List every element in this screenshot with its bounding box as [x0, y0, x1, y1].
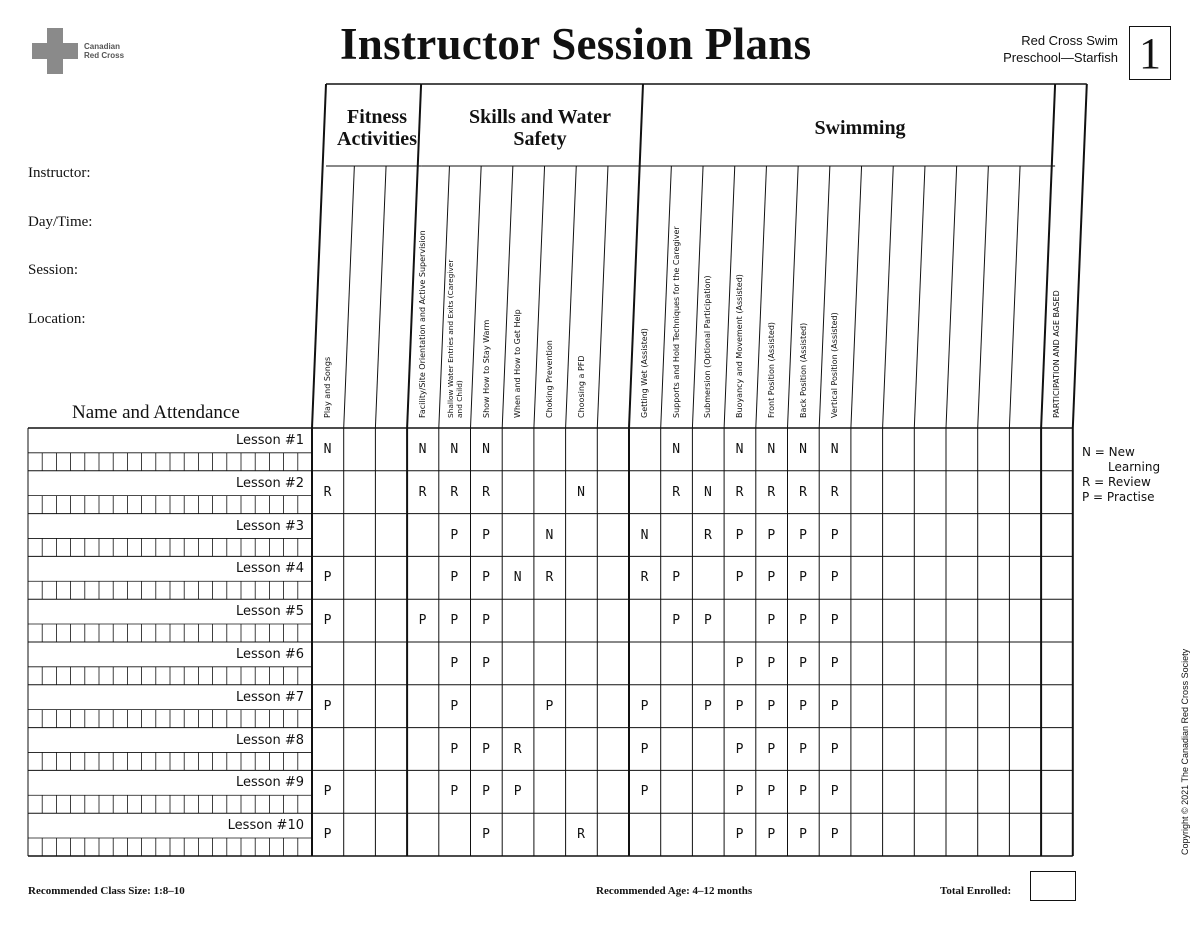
lesson-mark: P — [735, 827, 744, 843]
lesson-mark: P — [830, 698, 839, 714]
lesson-mark: P — [323, 827, 332, 843]
lesson-mark: P — [482, 784, 490, 800]
lesson-label: Lesson #10 — [227, 818, 304, 834]
lesson-mark: P — [830, 784, 839, 800]
lesson-mark: N — [545, 527, 554, 543]
column-divider — [1073, 84, 1087, 428]
column-header-15: Back Position (Assisted) — [798, 322, 808, 418]
lesson-mark: P — [735, 698, 744, 714]
lesson-mark: P — [482, 741, 490, 757]
lesson-mark: P — [672, 570, 681, 586]
lesson-mark: P — [418, 613, 427, 629]
lesson-mark: P — [482, 613, 490, 629]
lesson-mark: R — [735, 484, 744, 500]
column-divider — [692, 166, 703, 428]
lesson-label: Lesson #1 — [235, 433, 304, 448]
lesson-mark: P — [767, 527, 776, 543]
lesson-mark: P — [799, 784, 807, 800]
lesson-mark: P — [482, 656, 490, 671]
column-divider — [978, 166, 989, 428]
lesson-mark: P — [735, 784, 744, 800]
lesson-mark: P — [799, 656, 807, 671]
lesson-mark: P — [830, 570, 839, 586]
lesson-mark: P — [735, 741, 744, 757]
lesson-mark: N — [767, 442, 776, 457]
lesson-mark: P — [450, 741, 459, 757]
lesson-mark: P — [767, 613, 776, 629]
lesson-mark: P — [323, 784, 332, 800]
column-header-11: Supports and Hold Techniques for the Caregiver — [671, 226, 681, 418]
lesson-mark: P — [450, 656, 459, 671]
lesson-mark: P — [830, 613, 839, 629]
copyright: Copyright © 2021 The Canadian Red Cross Society — [1180, 648, 1190, 855]
legend-new: N = New — [1082, 445, 1135, 459]
lesson-mark: R — [323, 484, 332, 500]
column-divider — [566, 166, 577, 428]
lesson-mark: N — [482, 442, 490, 457]
lesson-mark: P — [799, 613, 807, 629]
column-header-8: Choosing a PFD — [576, 355, 586, 418]
lesson-mark: P — [735, 527, 744, 543]
lesson-mark: P — [450, 784, 459, 800]
total-enrolled-label: Total Enrolled: — [940, 885, 1012, 897]
legend-practise: P = Practise — [1082, 490, 1155, 504]
lesson-mark: P — [799, 741, 807, 757]
lesson-mark: P — [450, 570, 459, 586]
lesson-mark: P — [799, 527, 807, 543]
column-header-10: Getting Wet (Assisted) — [640, 328, 649, 418]
lesson-mark: P — [799, 827, 807, 843]
lesson-mark: P — [672, 613, 681, 629]
lesson-mark: P — [767, 827, 776, 843]
lesson-mark: R — [672, 484, 681, 500]
lesson-mark: P — [703, 698, 712, 714]
program-line-1: Red Cross Swim — [1021, 33, 1118, 48]
lesson-mark: R — [482, 484, 490, 500]
logo-line-2: Red Cross — [84, 51, 125, 60]
lesson-mark: R — [703, 527, 712, 543]
lesson-label: Lesson #5 — [235, 604, 304, 620]
lesson-label: Lesson #8 — [235, 732, 304, 748]
lesson-mark: N — [418, 442, 427, 457]
column-header-13: Buoyancy and Movement (Assisted) — [735, 274, 745, 418]
lesson-mark: P — [767, 656, 776, 671]
total-enrolled-field[interactable] — [1030, 871, 1076, 901]
column-header-3: Facility/Site Orientation and Active Supervision — [418, 230, 428, 418]
age-note: Recommended Age: 4–12 months — [596, 885, 753, 897]
lesson-mark: P — [640, 784, 649, 800]
column-divider — [661, 166, 672, 428]
lesson-mark: P — [767, 570, 776, 586]
lesson-mark: R — [450, 484, 459, 500]
lesson-mark: N — [672, 442, 681, 457]
lesson-mark: P — [545, 698, 554, 714]
column-header-0: Play and Songs — [323, 356, 332, 418]
lesson-mark: N — [799, 442, 807, 457]
program-line-2: Preschool—Starfish — [1003, 50, 1118, 65]
lesson-mark: R — [799, 484, 807, 500]
lesson-mark: R — [513, 741, 522, 757]
column-divider — [344, 166, 355, 428]
lesson-mark: N — [513, 570, 522, 586]
lesson-mark: P — [323, 613, 332, 629]
legend-review: R = Review — [1082, 475, 1151, 489]
column-divider — [375, 166, 386, 428]
lesson-mark: P — [482, 570, 490, 586]
lesson-mark: P — [323, 698, 332, 714]
group-swimming: Swimming — [814, 117, 906, 139]
group-skills: Skills and Water Safety — [469, 106, 611, 150]
page-title: Instructor Session Plans — [340, 19, 812, 69]
location-label: Location: — [28, 311, 86, 327]
lesson-label: Lesson #7 — [235, 689, 304, 705]
lesson-mark: P — [482, 527, 490, 543]
lesson-mark: R — [418, 484, 427, 500]
page-number: 1 — [1129, 26, 1171, 80]
lesson-mark: P — [640, 698, 649, 714]
name-attendance-label: Name and Attendance — [72, 402, 240, 423]
logo-line-1: Canadian — [84, 42, 121, 51]
column-divider — [724, 166, 735, 428]
column-header-4: Shallow Water Entries and Exits (Caregiver and Child) — [445, 259, 464, 418]
session-label: Session: — [28, 262, 79, 278]
lesson-mark: N — [830, 442, 839, 457]
lesson-mark: P — [799, 698, 807, 714]
column-divider — [819, 166, 830, 428]
lesson-label: Lesson #4 — [235, 561, 304, 577]
lesson-mark: R — [577, 827, 585, 843]
lesson-label: Lesson #9 — [235, 775, 304, 791]
column-divider — [946, 166, 957, 428]
column-header-23: PARTICIPATION AND AGE BASED — [1052, 290, 1062, 418]
class-size-note: Recommended Class Size: 1:8–10 — [28, 885, 185, 897]
column-divider — [914, 166, 925, 428]
column-header-16: Vertical Position (Assisted) — [830, 312, 840, 418]
lesson-mark: P — [640, 741, 649, 757]
column-divider — [471, 166, 482, 428]
lesson-mark: P — [799, 570, 807, 586]
lesson-mark: P — [513, 784, 522, 800]
lesson-mark: P — [830, 741, 839, 757]
lesson-mark: N — [323, 442, 332, 457]
legend-new-cont: Learning — [1108, 460, 1161, 474]
lesson-mark: P — [482, 827, 490, 843]
lesson-mark: R — [545, 570, 554, 586]
lesson-label: Lesson #6 — [235, 647, 304, 662]
lesson-mark: N — [735, 442, 744, 457]
column-header-14: Front Position (Assisted) — [766, 321, 776, 418]
column-divider — [756, 166, 767, 428]
lesson-mark: N — [703, 484, 712, 500]
lesson-mark: P — [767, 784, 776, 800]
day-time-label: Day/Time: — [28, 214, 93, 230]
lesson-mark: P — [450, 527, 459, 543]
lesson-mark: P — [735, 570, 744, 586]
lesson-mark: R — [830, 484, 839, 500]
lesson-mark: P — [830, 527, 839, 543]
lesson-mark: P — [830, 827, 839, 843]
column-header-5: Show How to Stay Warm — [481, 319, 491, 418]
lesson-mark: P — [735, 656, 744, 671]
lesson-label: Lesson #3 — [235, 518, 304, 534]
column-divider — [502, 166, 513, 428]
lesson-mark: P — [703, 613, 712, 629]
lesson-mark: N — [577, 484, 585, 500]
group-fitness: Fitness Activities — [337, 106, 417, 150]
lesson-mark: P — [323, 570, 332, 586]
lesson-mark: R — [767, 484, 776, 500]
column-header-6: When and How to Get Help — [513, 309, 523, 418]
lesson-mark: R — [640, 570, 649, 586]
lesson-mark: P — [767, 741, 776, 757]
column-divider — [883, 166, 894, 428]
column-header-12: Submersion (Optional Participation) — [703, 275, 713, 418]
column-divider — [597, 166, 608, 428]
lesson-mark: P — [767, 698, 776, 714]
column-divider — [788, 166, 799, 428]
instructor-label: Instructor: — [28, 165, 91, 181]
column-divider — [1009, 166, 1020, 428]
lesson-mark: N — [450, 442, 459, 457]
lesson-mark: P — [830, 656, 839, 671]
column-divider — [851, 166, 862, 428]
legend — [1082, 445, 1160, 505]
lesson-mark: P — [450, 613, 459, 629]
column-header-7: Choking Prevention — [544, 340, 554, 418]
column-divider — [534, 166, 545, 428]
lesson-label: Lesson #2 — [235, 475, 304, 491]
lesson-mark: P — [450, 698, 459, 714]
lesson-mark: N — [640, 527, 649, 543]
